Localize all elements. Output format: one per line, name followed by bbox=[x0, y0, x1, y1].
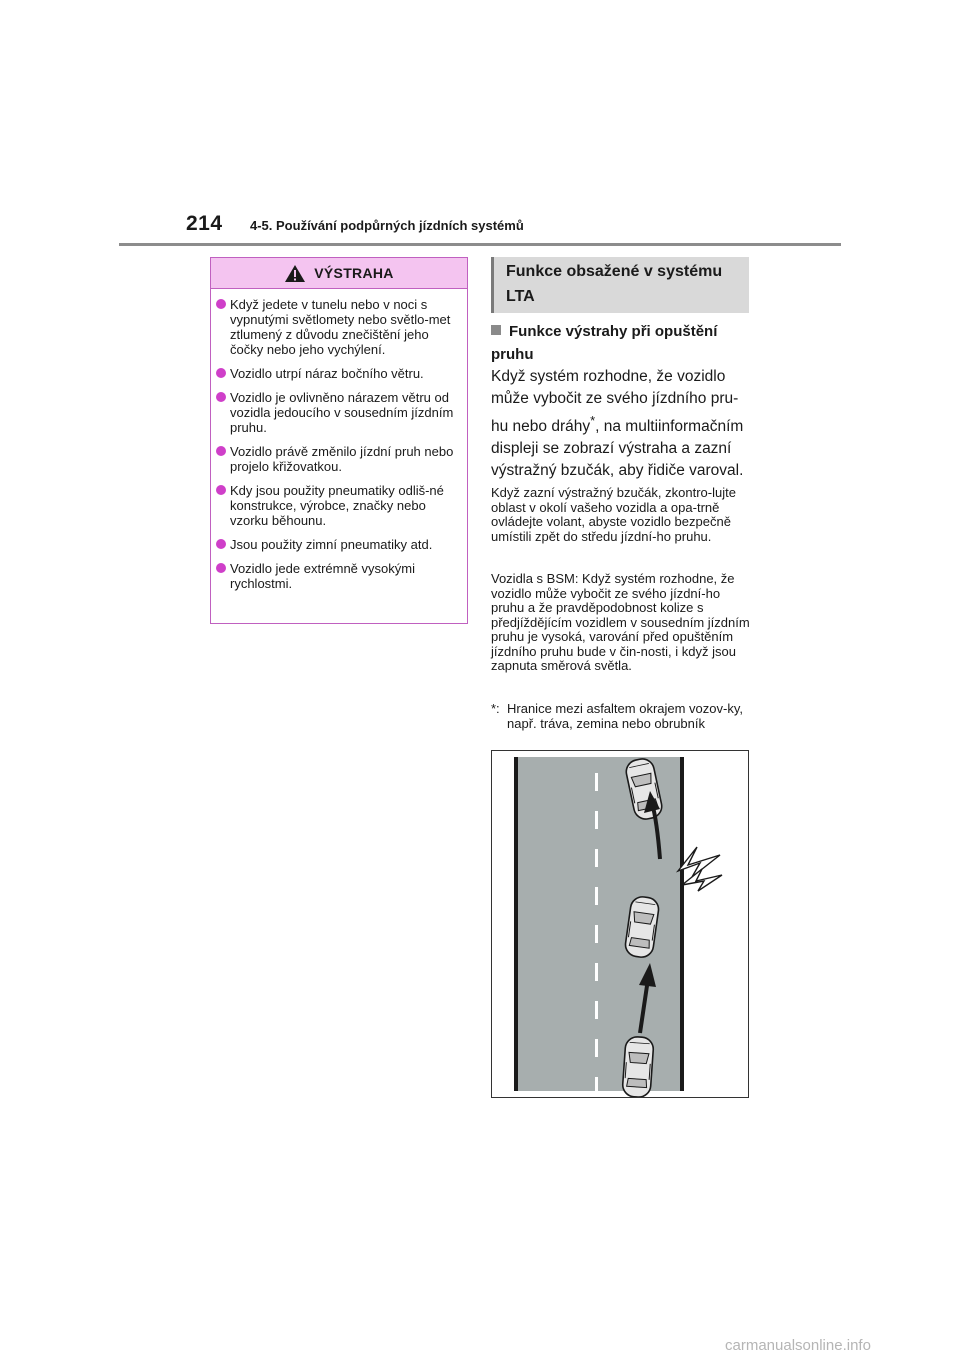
intro-paragraph bbox=[491, 366, 753, 482]
bullet-icon bbox=[216, 563, 226, 573]
page-number: 214 bbox=[186, 212, 223, 235]
subheading bbox=[491, 320, 751, 366]
lane-departure-svg bbox=[492, 751, 748, 1097]
bullet-icon bbox=[216, 299, 226, 309]
lane-departure-illustration bbox=[491, 750, 749, 1098]
footnote-mark: *: bbox=[491, 701, 500, 716]
warning-box bbox=[210, 257, 468, 624]
warning-header bbox=[211, 258, 467, 289]
warning-item bbox=[215, 390, 459, 435]
warning-list bbox=[211, 289, 467, 591]
header-divider bbox=[119, 243, 841, 246]
bullet-icon bbox=[216, 446, 226, 456]
bullet-icon bbox=[216, 485, 226, 495]
watermark: carmanualsonline.info bbox=[725, 1337, 871, 1354]
feature-title: Funkce obsažené v systému LTA bbox=[506, 263, 723, 305]
body-paragraph: Vozidla s BSM: Když systém rozhodne, že vozidlo může vybočit ze svého jízdní-ho pruhu a že pravděpodobnost kolize s předjíždějícím vozidlem v sousedním jízdním pruhu je vysoká, varování před opuštěním jízdního pruhu bude v čin-nosti, i když jsou zapnuta směrová světla. bbox=[491, 571, 750, 673]
square-bullet-icon bbox=[491, 325, 501, 335]
warning-item-text: Vozidlo utrpí náraz bočního větru. bbox=[230, 366, 424, 381]
left-lane-edge bbox=[514, 757, 518, 1091]
car-icon bbox=[622, 1036, 654, 1097]
footnote-text: Hranice mezi asfaltem okrajem vozov-ky, např. tráva, zemina nebo obrubník bbox=[507, 701, 743, 731]
intro-text-end: , na multiinformačním displeji se zobrazí výstraha a zazní výstražný bzučák, aby řidiče varoval. bbox=[491, 418, 744, 480]
lightning-bolt-icon bbox=[682, 869, 722, 891]
warning-title: VÝSTRAHA bbox=[314, 265, 394, 281]
warning-item bbox=[215, 561, 459, 591]
warning-item bbox=[215, 483, 459, 528]
warning-item bbox=[215, 297, 459, 357]
bullet-icon bbox=[216, 539, 226, 549]
warning-item bbox=[215, 444, 459, 474]
warning-triangle-icon bbox=[284, 264, 306, 283]
warning-item-text: Vozidlo právě změnilo jízdní pruh nebo projelo křižovatkou. bbox=[230, 444, 454, 474]
subheading-text: Funkce výstrahy při opuštění pruhu bbox=[491, 323, 718, 363]
footnote-reference: * bbox=[590, 413, 596, 428]
bullet-icon bbox=[216, 392, 226, 402]
warning-item-text: Vozidlo jede extrémně vysokými rychlostmi. bbox=[230, 561, 415, 591]
warning-item bbox=[215, 366, 459, 381]
warning-item-text: Vozidlo je ovlivněno nárazem větru od vozidla jedoucího v sousedním jízdním pruhu. bbox=[230, 390, 454, 435]
body-paragraph: Když zazní výstražný bzučák, zkontro-lujte oblast v okolí vašeho vozidla a opa-trně ovládejte volant, abyste vozidlo bezpečně umístili zpět do středu jízdní-ho pruhu. bbox=[491, 485, 736, 544]
center-dashed-line bbox=[595, 773, 598, 1091]
feature-header bbox=[491, 257, 749, 313]
bullet-icon bbox=[216, 368, 226, 378]
footnote bbox=[491, 702, 753, 731]
right-lane-edge bbox=[680, 757, 684, 1091]
section-title: 4-5. Používání podpůrných jízdních systémů bbox=[250, 218, 524, 233]
warning-item-text: Když jedete v tunelu nebo v noci s vypnutými světlomety nebo světlo-met ztlumený z důvodu znečištění jeho čočky nebo jeho vychýlení. bbox=[230, 297, 451, 357]
intro-text-start: Když systém rozhodne, že vozidlo může vybočit ze svého jízdního pru-hu nebo dráhy bbox=[491, 368, 739, 436]
warning-item-text: Kdy jsou použity pneumatiky odliš-né konstrukce, výrobce, značky nebo vzorku běhounu. bbox=[230, 483, 444, 528]
warning-item-text: Jsou použity zimní pneumatiky atd. bbox=[230, 537, 433, 552]
warning-item bbox=[215, 537, 459, 552]
